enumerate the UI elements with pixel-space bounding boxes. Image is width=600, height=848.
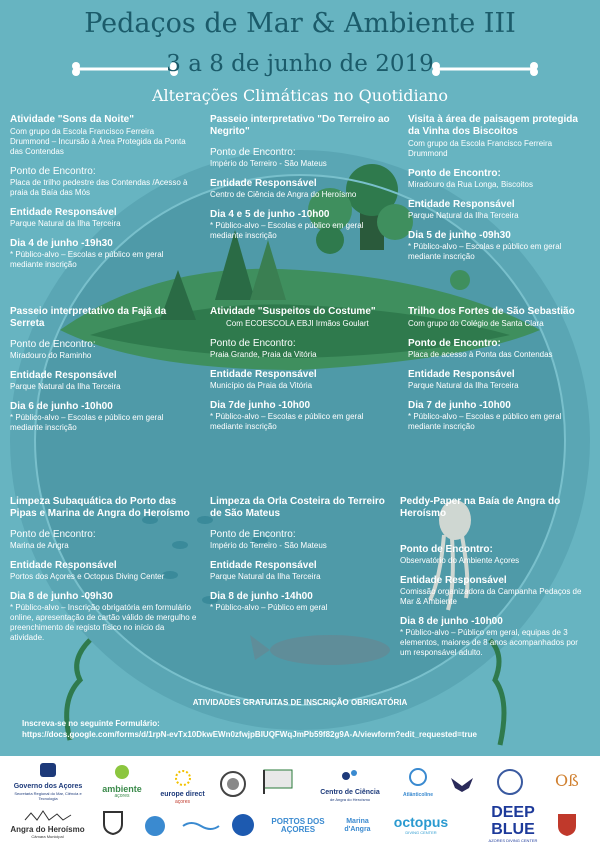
audience-note: * Público-alvo – Escolas e público em geral mediante inscrição bbox=[10, 413, 164, 432]
theme-subtitle: Alterações Climáticas no Quotidiano bbox=[151, 86, 449, 105]
audience-note: * Público-alvo – Inscrição obrigatória em formulário online, apresentação de cartão válido de mergulho e preenchimento de registo físico no início da atividade. bbox=[10, 603, 197, 642]
meeting-point-value: Marina de Angra bbox=[10, 541, 69, 550]
entity-value: Município da Praia da Vitória bbox=[210, 381, 313, 390]
entity-value: Comissão organizadora da Campanha Pedaços de Mar & Ambiente bbox=[400, 587, 582, 606]
activity-card bbox=[210, 496, 395, 613]
entity-value: Parque Natural da Ilha Terceira bbox=[408, 211, 519, 220]
activity-subtitle: Com grupo da Escola Francisco Ferreira Drummond bbox=[408, 139, 553, 158]
activity-date: Dia 7de junho -10h00 bbox=[210, 400, 311, 411]
entity-value: Parque Natural da Ilha Terceira bbox=[210, 572, 321, 581]
activity-subtitle: Com grupo da Escola Francisco Ferreira Drummond – Incursão à Área Protegida da Ponta das Contendas bbox=[10, 127, 186, 156]
ambiente-acores-logo: ambiente açores bbox=[92, 764, 152, 799]
entity-value: Parque Natural da Ilha Terceira bbox=[10, 382, 121, 391]
audience-note: * Público-alvo – Escolas e público em geral mediante inscrição bbox=[210, 221, 364, 240]
activity-title: Passeio interpretativo "Do Terreiro ao Negrito" bbox=[210, 114, 390, 137]
crest-icon bbox=[102, 810, 124, 836]
round-seal-icon bbox=[219, 770, 247, 798]
activity-date: Dia 6 de junho -10h00 bbox=[10, 401, 113, 412]
meeting-point-label: Ponto de Encontro: bbox=[10, 339, 96, 350]
activity-subtitle: Com grupo do Colégio de Santa Clara bbox=[408, 319, 544, 328]
activity-date: Dia 4 e 5 de junho -10h00 bbox=[210, 209, 330, 220]
meeting-point-value: Praia Grande, Praia da Vitória bbox=[210, 350, 317, 359]
activity-card bbox=[210, 114, 395, 241]
meeting-point-value: Placa de trilho pedestre das Contendas /Acesso à praia da Baía das Mós bbox=[10, 178, 188, 197]
activity-subtitle: Com ECOESCOLA EBJI Irmãos Goulart bbox=[226, 319, 369, 328]
entity-label: Entidade Responsável bbox=[408, 369, 515, 380]
meeting-point-value: Miradouro da Rua Longa, Biscoitos bbox=[408, 180, 533, 189]
signup-label: Inscreva-se no seguinte Formulário: bbox=[22, 719, 160, 728]
meeting-point-label: Ponto de Encontro: bbox=[408, 168, 501, 179]
meeting-point-value: Placa de acesso à Ponta das Contendas bbox=[408, 350, 553, 359]
octopus-logo: octopus DIVING CENTER bbox=[393, 814, 449, 835]
activity-title: Passeio interpretativo da Fajã da Serreta bbox=[10, 306, 167, 329]
leaf-icon bbox=[112, 764, 132, 780]
activity-date: Dia 8 de junho -14h00 bbox=[210, 591, 313, 602]
governo-acores-logo: Governo dos Açores Secretaria Regional do Mar, Ciência e Tecnologia bbox=[8, 762, 88, 801]
flag-logo bbox=[258, 766, 298, 801]
meeting-point-label: Ponto de Encontro: bbox=[210, 147, 296, 158]
activity-title: Atividade "Sons da Noite" bbox=[10, 114, 134, 125]
activity-date: Dia 8 de junho -09h30 bbox=[10, 591, 113, 602]
centro-ciencia-logo: Centro de Ciência de Angra do Heroísmo bbox=[320, 768, 380, 802]
round-badge-logo bbox=[140, 814, 170, 843]
activity-title: Atividade "Suspeitos do Costume" bbox=[210, 306, 376, 317]
flag-icon bbox=[260, 766, 296, 796]
red-crest-logo bbox=[552, 812, 582, 843]
seal-icon bbox=[496, 768, 524, 796]
entity-label: Entidade Responsável bbox=[210, 560, 317, 571]
agency-logo bbox=[178, 818, 223, 837]
blue-flag-logo bbox=[228, 812, 258, 843]
entity-label: Entidade Responsável bbox=[408, 199, 515, 210]
stars-icon bbox=[175, 770, 191, 786]
activity-title: Visita à área de paisagem protegida da Vinha dos Biscoitos bbox=[408, 114, 578, 137]
meeting-point-label: Ponto de Encontro: bbox=[10, 166, 96, 177]
meeting-point-label: Ponto de Encontro: bbox=[408, 338, 501, 349]
oceano-logo bbox=[540, 768, 590, 797]
emblem-logo bbox=[215, 770, 250, 803]
audience-note: * Público-alvo – Escolas e público em geral mediante inscrição bbox=[408, 412, 562, 431]
audience-note: * Público-alvo – Público em geral, equipas de 3 elementos, maiores de 8 anos acompanhados por um responsável adulto. bbox=[400, 628, 578, 657]
entity-label: Entidade Responsável bbox=[210, 178, 317, 189]
ocean-symbol-icon bbox=[552, 768, 578, 792]
activity-title: Peddy-Paper na Baía de Angra do Heroísmo bbox=[400, 496, 561, 519]
portos-acores-logo: PORTOS DOS AÇORES bbox=[271, 817, 325, 834]
entity-label: Entidade Responsável bbox=[210, 369, 317, 380]
entity-value: Portos dos Açores e Octopus Diving Center bbox=[10, 572, 165, 581]
activity-title: Trilho dos Fortes de São Sebastião bbox=[408, 306, 575, 317]
event-dates: 3 a 8 de junho de 2019 bbox=[166, 51, 434, 77]
marina-angra-logo: Marina d'Angra bbox=[344, 818, 371, 833]
activity-card bbox=[210, 306, 395, 432]
wave-icon bbox=[407, 768, 429, 786]
meeting-point-label: Ponto de Encontro: bbox=[400, 544, 493, 555]
coat-of-arms-icon bbox=[38, 762, 58, 778]
entity-label: Entidade Responsável bbox=[10, 370, 117, 381]
entity-value: Parque Natural da Ilha Terceira bbox=[10, 219, 121, 228]
angra-heroismo-logo: Angra do Heroísmo Câmara Municipal bbox=[10, 808, 85, 839]
atlanticoline-logo: Atlânticoline bbox=[393, 768, 443, 799]
audience-note: * Público-alvo – Escolas e público em geral mediante inscrição bbox=[210, 412, 364, 431]
meeting-point-label: Ponto de Encontro: bbox=[10, 529, 96, 540]
badge-icon bbox=[143, 814, 167, 838]
university-seal-logo bbox=[495, 768, 525, 801]
europe-direct-logo: europe direct açores bbox=[155, 770, 210, 805]
bat-emblem-logo bbox=[447, 770, 477, 799]
meeting-point-value: Observatório do Ambiente Açores bbox=[400, 556, 520, 565]
meeting-point-value: Miradouro do Raminho bbox=[10, 351, 92, 360]
activity-card bbox=[408, 114, 590, 262]
meeting-point-label: Ponto de Encontro: bbox=[210, 529, 296, 540]
bat-icon bbox=[449, 770, 475, 794]
entity-label: Entidade Responsável bbox=[10, 560, 117, 571]
audience-note: * Público-alvo – Escolas e público em geral mediante inscrição bbox=[408, 242, 562, 261]
signup-block bbox=[22, 718, 477, 740]
waves-icon bbox=[181, 818, 221, 832]
activity-card bbox=[10, 306, 195, 433]
deep-blue-logo: DEEP BLUE AZORES DIVING CENTER bbox=[488, 804, 538, 843]
audience-note: * Público-alvo – Público em geral bbox=[210, 603, 328, 612]
activity-date: Dia 8 de junho -10h00 bbox=[400, 616, 503, 627]
activity-card bbox=[400, 496, 590, 658]
activity-date: Dia 7 de junho -10h00 bbox=[408, 400, 511, 411]
activity-title: Limpeza Subaquática do Porto das Pipas e Marina de Angra do Heroísmo bbox=[10, 496, 190, 519]
sponsor-logo-strip bbox=[0, 756, 600, 848]
entity-label: Entidade Responsável bbox=[10, 207, 117, 218]
meeting-point-value: Império do Terreiro - São Mateus bbox=[210, 159, 327, 168]
audience-note: * Público-alvo – Escolas e público em geral mediante inscrição bbox=[10, 250, 164, 269]
signup-link[interactable]: https://docs.google.com/forms/d/1rpN-evTx10DkwEWn0zfwjpBIUQFWqJmPb59f82g9A-A/viewform?edit_requested=true bbox=[22, 730, 477, 739]
meeting-point-value: Império do Terreiro - São Mateus bbox=[210, 541, 327, 550]
entity-value: Parque Natural da Ilha Terceira bbox=[408, 381, 519, 390]
city-skyline-icon bbox=[23, 809, 73, 821]
activity-date: Dia 5 de junho -09h30 bbox=[408, 230, 511, 241]
svg-text:Oß: Oß bbox=[555, 771, 578, 790]
blue-flag-icon bbox=[230, 812, 256, 838]
entity-label: Entidade Responsável bbox=[400, 575, 507, 586]
activity-card bbox=[408, 306, 590, 432]
municipal-crest-logo bbox=[98, 810, 128, 841]
free-activities-notice: ATIVIDADES GRATUITAS DE INSCRIÇÃO OBRIGATÓRIA bbox=[192, 698, 408, 707]
entity-value: Centro de Ciência de Angra do Heroísmo bbox=[210, 190, 357, 199]
molecule-icon bbox=[341, 768, 359, 784]
poster-title: Pedaços de Mar & Ambiente III bbox=[84, 8, 516, 39]
activity-card bbox=[10, 496, 200, 643]
activity-title: Limpeza da Orla Costeira do Terreiro de São Mateus bbox=[210, 496, 385, 519]
activity-date: Dia 4 de junho -19h30 bbox=[10, 238, 113, 249]
red-shield-icon bbox=[556, 812, 578, 838]
meeting-point-label: Ponto de Encontro: bbox=[210, 338, 296, 349]
activity-card bbox=[10, 114, 195, 270]
